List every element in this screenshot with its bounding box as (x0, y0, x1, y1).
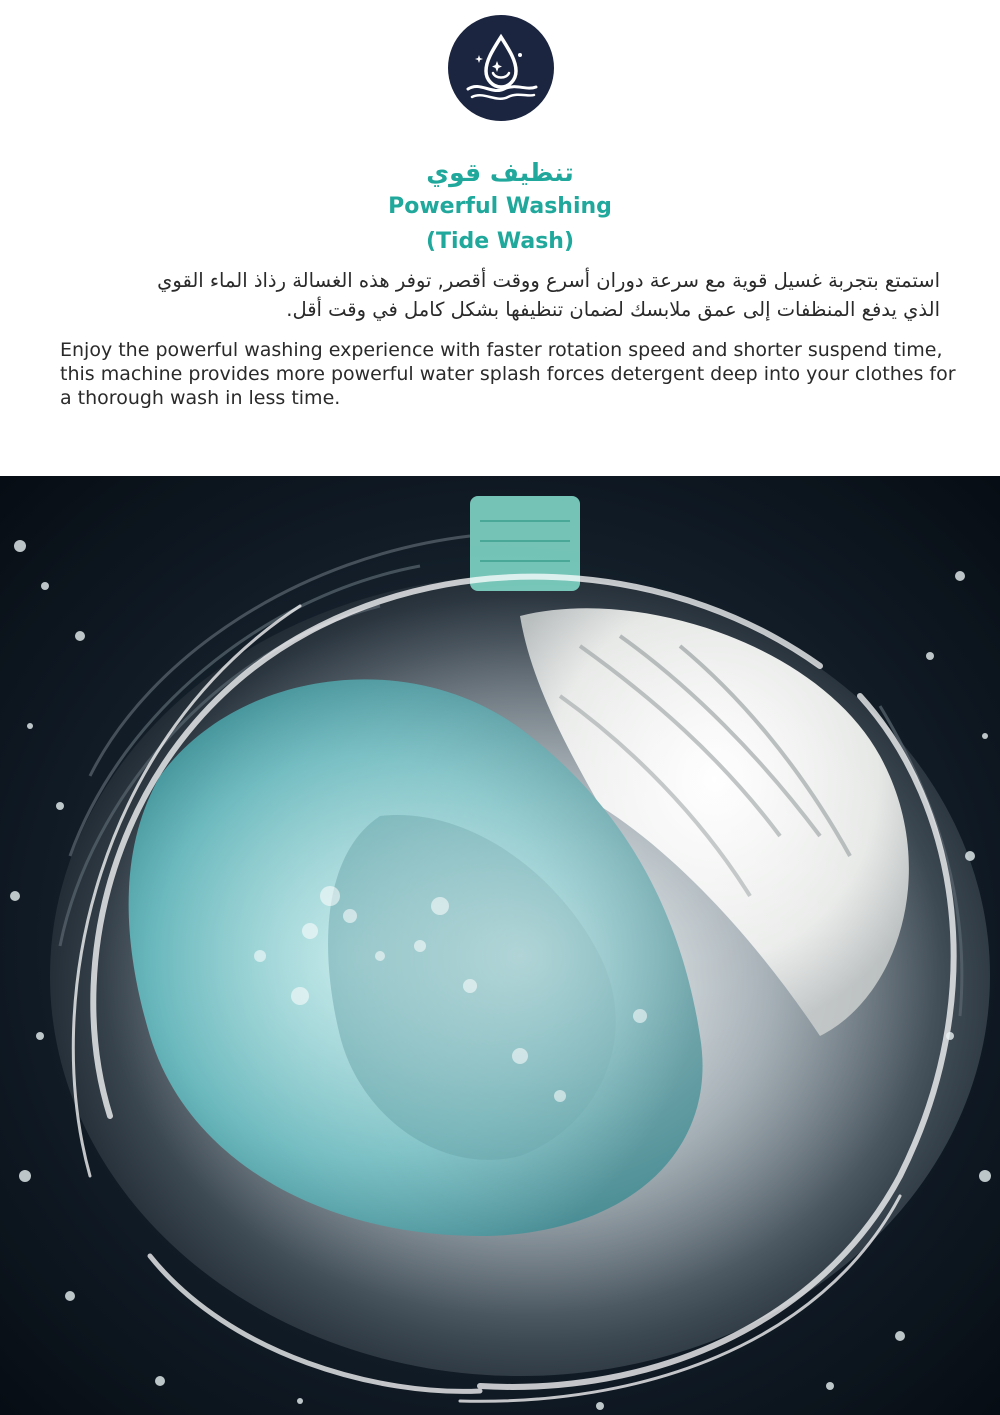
description-english (60, 338, 960, 410)
feature-title-arabic: تنظيف قوي (426, 158, 574, 187)
feature-subtitle: (Tide Wash) (425, 229, 575, 254)
description-english-line: a thorough wash in less time. (60, 387, 341, 409)
feature-title: Powerful Washing (388, 194, 612, 219)
description-arabic-line: الذي يدفع المنظفات إلى عمق ملابسك لضمان تنظيفها بشكل كامل في وقت أقل. (286, 298, 940, 321)
washing-drum-water-splash-image (0, 476, 1000, 1415)
description-arabic (60, 266, 940, 324)
description-arabic-line: استمتع بتجربة غسيل قوية مع سرعة دوران أسرع ووقت أقصر, توفر هذه الغسالة رذاذ الماء القوي (157, 269, 940, 292)
description-english-line: this machine provides more powerful water splash forces detergent deep into your clothes for (60, 363, 956, 385)
water-drop-wave-icon (448, 15, 554, 121)
description-english-line: Enjoy the powerful washing experience with faster rotation speed and shorter suspend time, (60, 339, 943, 361)
